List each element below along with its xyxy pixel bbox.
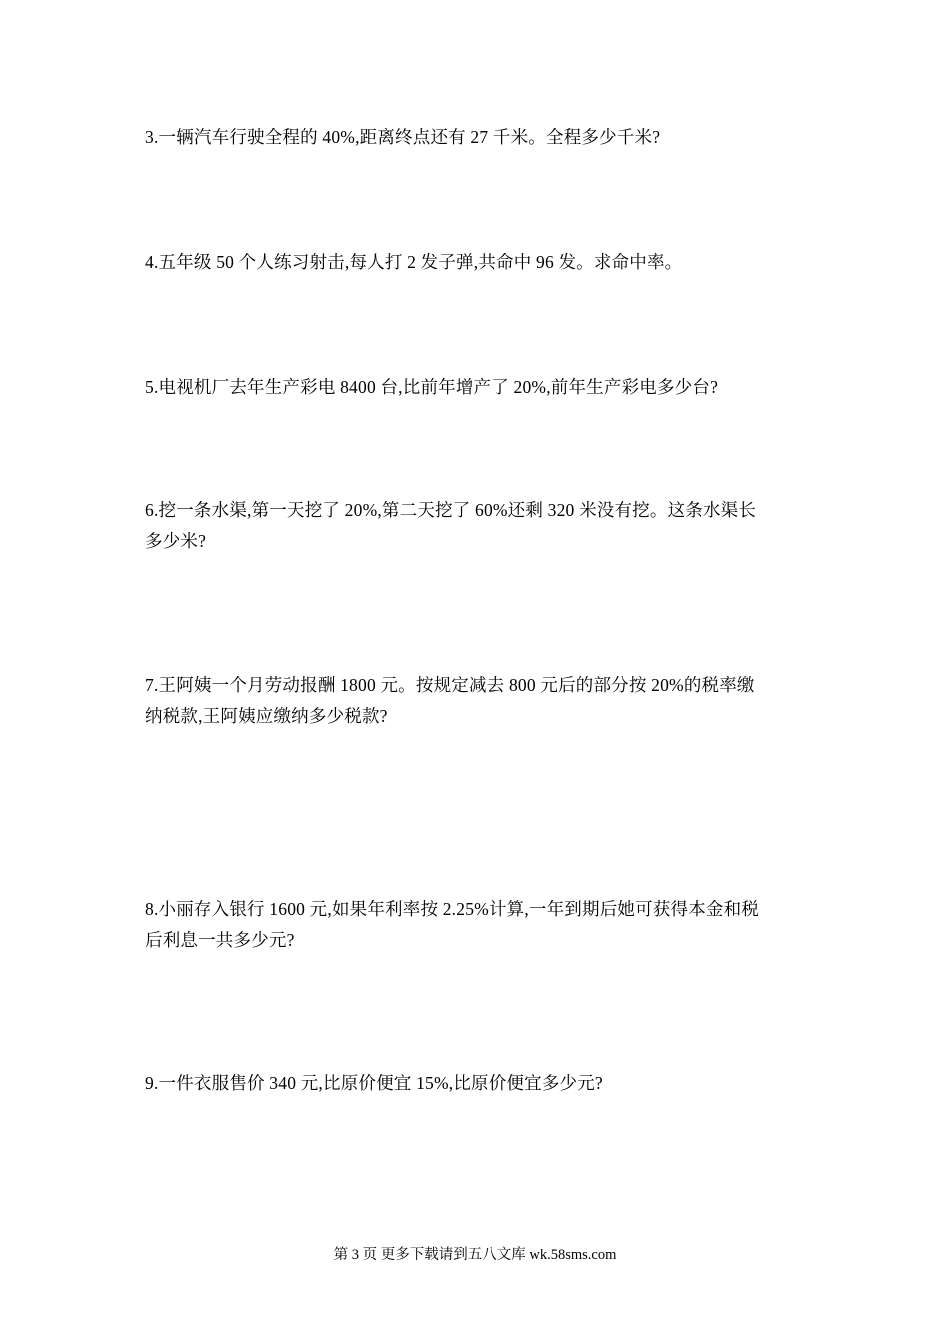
problem-5: [145, 372, 813, 403]
problem-7: [145, 670, 813, 732]
problem-8-text-line-2: 后利息一共多少元?: [145, 930, 295, 950]
problem-9-text: 9.一件衣服售价 340 元,比原价便宜 15%,比原价便宜多少元?: [145, 1073, 603, 1093]
problem-6: [145, 495, 813, 557]
problem-7-text-line-2: 纳税款,王阿姨应缴纳多少税款?: [145, 706, 388, 726]
problem-6-text-line-2: 多少米?: [145, 531, 207, 551]
problem-8: [145, 894, 813, 956]
problem-4: [145, 247, 813, 278]
page-footer: 第 3 页 更多下载请到五八文库 wk.58sms.com: [333, 1247, 617, 1263]
problem-3-text: 3.一辆汽车行驶全程的 40%,距离终点还有 27 千米。全程多少千米?: [145, 127, 661, 147]
problem-8-text-line-1: 8.小丽存入银行 1600 元,如果年利率按 2.25%计算,一年到期后她可获得本金和税: [145, 899, 760, 919]
problem-5-text: 5.电视机厂去年生产彩电 8400 台,比前年增产了 20%,前年生产彩电多少台?: [145, 377, 719, 397]
problem-3: [145, 122, 813, 153]
problem-4-text: 4.五年级 50 个人练习射击,每人打 2 发子弹,共命中 96 发。求命中率。: [145, 252, 683, 272]
problem-6-text-line-1: 6.挖一条水渠,第一天挖了 20%,第二天挖了 60%还剩 320 米没有挖。这条水渠长: [145, 500, 757, 520]
problem-7-text-line-1: 7.王阿姨一个月劳动报酬 1800 元。按规定减去 800 元后的部分按 20%的税率缴: [145, 675, 755, 695]
problem-9: [145, 1068, 813, 1099]
